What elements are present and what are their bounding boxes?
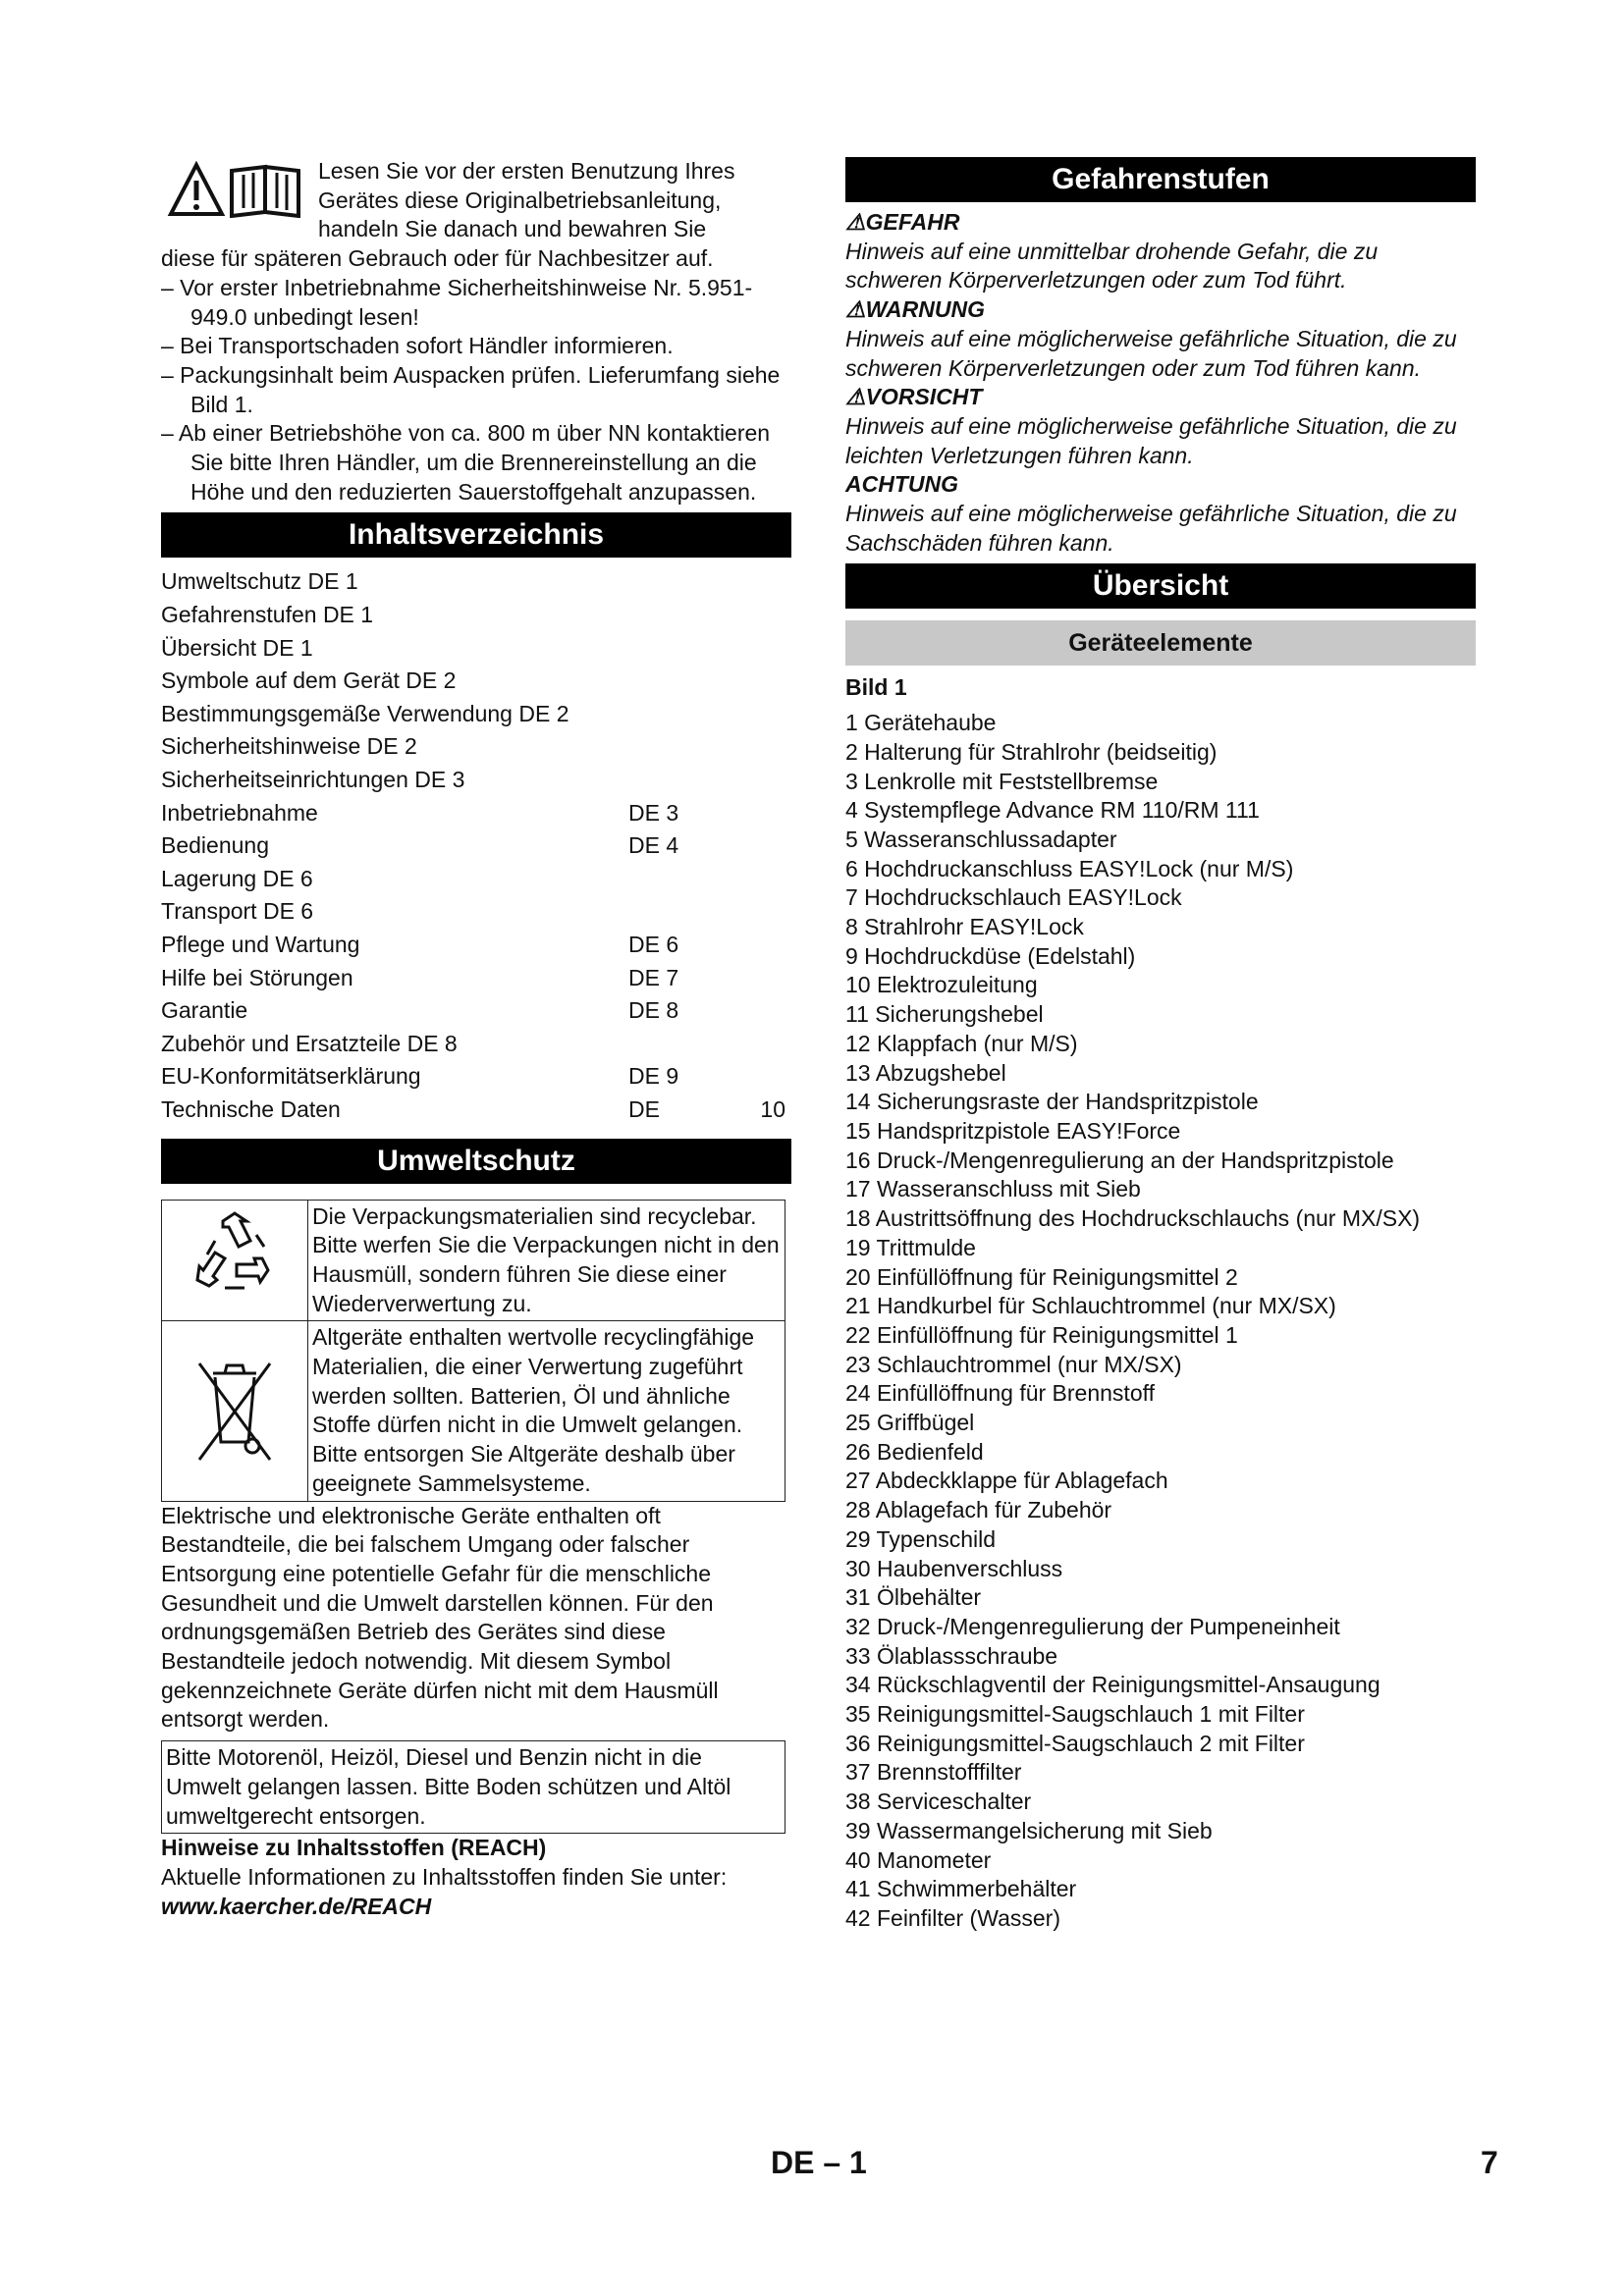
environment-heading: Umweltschutz [161, 1139, 791, 1184]
toc-entry-title: Umweltschutz DE 1 [161, 568, 358, 595]
toc-entry-title: Pflege und Wartung [161, 931, 360, 957]
table-of-contents [161, 565, 791, 1126]
intro [161, 157, 791, 507]
list-item: 37 Brennstofffilter [845, 1759, 1022, 1786]
toc-entry[interactable] [161, 863, 791, 896]
toc-entry-page: DE 4 [628, 832, 679, 859]
intro-line-1: Lesen Sie vor der ersten Benutzung Ihres [318, 158, 735, 184]
toc-entry-number [746, 1060, 791, 1094]
intro-bullet: – Bei Transportschaden sofort Händler informieren. [161, 333, 674, 359]
toc-entry[interactable] [161, 962, 791, 995]
list-item: 3 Lenkrolle mit Feststellbremse [845, 768, 1159, 794]
list-item: 26 Bedienfeld [845, 1438, 984, 1465]
toc-entry-number [746, 994, 791, 1028]
toc-entry-title: Sicherheitseinrichtungen DE 3 [161, 767, 465, 792]
toc-entry-number [746, 962, 791, 995]
hazard-text-caution: Hinweis auf eine möglicherweise gefährliche Situation, die zu leichten Verletzungen führen kann. [845, 412, 1457, 468]
toc-entry-page [628, 565, 746, 599]
hazard-text-notice: Hinweis auf eine möglicherweise gefährliche Situation, die zu Sachschäden führen kann. [845, 501, 1457, 556]
list-item: 42 Feinfilter (Wasser) [845, 1904, 1060, 1931]
environment-table [161, 1200, 785, 1502]
page-number: 7 [1481, 2145, 1498, 2180]
toc-entry-number [746, 797, 791, 830]
toc-entry-number [746, 698, 791, 731]
list-item: 29 Typenschild [845, 1525, 997, 1552]
list-item: 4 Systempflege Advance RM 110/RM 111 [845, 797, 1260, 824]
parts-list [845, 709, 1476, 1934]
toc-entry-page: DE 7 [628, 964, 679, 990]
toc-entry-title: Inbetriebnahme [161, 799, 318, 826]
list-item: 31 Ölbehälter [845, 1584, 982, 1611]
list-item: 30 Haubenverschluss [845, 1555, 1063, 1581]
warning-manual-icon [167, 161, 304, 218]
recycle-icon [186, 1207, 284, 1306]
intro-bullet: – Vor erster Inbetriebnahme Sicherheitshinweise Nr. 5.951-949.0 unbedingt lesen! [161, 274, 753, 330]
hazard-label-warning: ⚠WARNUNG [845, 296, 985, 323]
toc-entry-page: DE 3 [628, 799, 679, 826]
hazards-heading: Gefahrenstufen [845, 157, 1476, 202]
recycle-text: Die Verpackungsmaterialien sind recyclebar. Bitte werfen Sie die Verpackungen nicht in den Hausmüll, sondern führen Sie diese einer Wiederverwertung zu. [308, 1200, 785, 1321]
reach-text: Aktuelle Informationen zu Inhaltsstoffen finden Sie unter: [161, 1864, 728, 1890]
toc-entry-number [746, 599, 791, 632]
list-item: 14 Sicherungsraste der Handspritzpistole [845, 1089, 1259, 1115]
toc-entry-page [628, 863, 746, 896]
hazard-text-warning: Hinweis auf eine möglicherweise gefährliche Situation, die zu schweren Körperverletzungen oder zum Tod führen kann. [845, 325, 1457, 381]
toc-entry-title: EU-Konformitätserklärung [161, 1063, 421, 1090]
toc-entry-page: DE [628, 1095, 660, 1122]
list-item: 8 Strahlrohr EASY!Lock [845, 914, 1084, 940]
intro-bullet: – Ab einer Betriebshöhe von ca. 800 m über NN kontaktieren Sie bitte Ihren Händler, um die Brennereinstellung an die Höhe und den reduzierten Sauerstoffgehalt anzupassen. [161, 420, 771, 505]
intro-line-2: Gerätes diese Originalbetriebsanleitung, [318, 187, 722, 213]
toc-entry-number: 10 [760, 1095, 785, 1122]
toc-entry-title: Garantie [161, 997, 248, 1024]
left-column [161, 157, 791, 1921]
toc-entry[interactable] [161, 565, 791, 599]
list-item: 2 Halterung für Strahlrohr (beidseitig) [845, 738, 1218, 765]
hazard-levels [845, 208, 1476, 558]
list-item: 16 Druck-/Mengenregulierung an der Handspritzpistole [845, 1147, 1394, 1173]
device-elements-heading: Geräteelemente [845, 620, 1476, 666]
toc-entry[interactable] [161, 1094, 791, 1127]
toc-entry-page: DE 8 [628, 997, 679, 1024]
list-item: 39 Wassermangelsicherung mit Sieb [845, 1817, 1213, 1843]
list-item: 38 Serviceschalter [845, 1789, 1032, 1815]
toc-entry-page [628, 1028, 746, 1061]
reach-heading: Hinweise zu Inhaltsstoffen (REACH) [161, 1835, 547, 1861]
figure-label: Bild 1 [845, 674, 907, 701]
toc-entry-page [628, 730, 746, 764]
toc-entry-title: Symbole auf dem Gerät DE 2 [161, 667, 457, 694]
list-item: 27 Abdeckklappe für Ablagefach [845, 1468, 1168, 1494]
list-item: 28 Ablagefach für Zubehör [845, 1497, 1112, 1523]
list-item: 6 Hochdruckanschluss EASY!Lock (nur M/S) [845, 855, 1294, 881]
list-item: 25 Griffbügel [845, 1410, 975, 1436]
toc-entry-title: Zubehör und Ersatzteile DE 8 [161, 1030, 458, 1056]
list-item: 32 Druck-/Mengenregulierung der Pumpeneinheit [845, 1613, 1340, 1639]
list-item: 1 Gerätehaube [845, 710, 997, 736]
toc-entry[interactable] [161, 797, 791, 830]
list-item: 36 Reinigungsmittel-Saugschlauch 2 mit Filter [845, 1730, 1305, 1756]
intro-line-3: handeln Sie danach und bewahren Sie [318, 216, 707, 242]
list-item: 5 Wasseranschlussadapter [845, 826, 1117, 852]
weee-icon-cell [162, 1321, 308, 1501]
list-item: 23 Schlauchtrommel (nur MX/SX) [845, 1351, 1182, 1377]
toc-entry-title: Transport DE 6 [161, 898, 314, 925]
hazard-label-notice: ACHTUNG [845, 471, 958, 498]
toc-entry[interactable] [161, 895, 791, 929]
toc-entry-page [628, 665, 746, 698]
toc-entry[interactable] [161, 994, 791, 1028]
toc-entry-number [746, 863, 791, 896]
toc-entry-page [628, 895, 746, 929]
electronics-text: Elektrische und elektronische Geräte enthalten oft Bestandteile, die bei falschem Umgang oder falscher Entsorgung eine potentielle Gefahr für die menschliche Gesundheit und die Umwelt darstellen können. Für den ordnungsgemäßen Betrieb des Gerätes sind diese Bestandteile jedoch notwendig. Mit diesem Symbol gekennzeichnete Geräte dürfen nicht mit dem Hausmüll entsorgt werden. [161, 1502, 719, 1733]
list-item: 22 Einfüllöffnung für Reinigungsmittel 1 [845, 1321, 1238, 1348]
toc-entry-number [746, 1028, 791, 1061]
toc-entry-title: Gefahrenstufen DE 1 [161, 602, 374, 628]
toc-entry-page [628, 764, 746, 797]
overview-heading: Übersicht [845, 563, 1476, 609]
list-item: 20 Einfüllöffnung für Reinigungsmittel 2 [845, 1263, 1238, 1290]
list-item: 33 Ölablassschraube [845, 1642, 1058, 1669]
toc-entry-number [746, 895, 791, 929]
crossed-bin-icon [186, 1344, 284, 1471]
list-item: 9 Hochdruckdüse (Edelstahl) [845, 942, 1136, 969]
toc-entry[interactable] [161, 764, 791, 797]
toc-heading: Inhaltsverzeichnis [161, 512, 791, 558]
toc-entry[interactable] [161, 829, 791, 863]
toc-entry[interactable] [161, 632, 791, 666]
toc-entry-title: Hilfe bei Störungen [161, 964, 353, 990]
list-item: 40 Manometer [845, 1846, 992, 1873]
list-item: 21 Handkurbel für Schlauchtrommel (nur MX/SX) [845, 1293, 1336, 1319]
toc-entry-page [628, 698, 746, 731]
toc-entry-number [746, 730, 791, 764]
reach-link[interactable]: www.kaercher.de/REACH [161, 1893, 432, 1919]
list-item: 15 Handspritzpistole EASY!Force [845, 1117, 1181, 1144]
right-column [845, 157, 1476, 1934]
hazard-label-danger: ⚠GEFAHR [845, 209, 960, 235]
toc-entry-number [746, 632, 791, 666]
list-item: 18 Austrittsöffnung des Hochdruckschlauchs (nur MX/SX) [845, 1205, 1421, 1232]
toc-entry[interactable] [161, 665, 791, 698]
list-item: 24 Einfüllöffnung für Brennstoff [845, 1380, 1155, 1407]
list-item: 12 Klappfach (nur M/S) [845, 1030, 1078, 1056]
toc-entry-page: DE 6 [628, 931, 679, 957]
list-item: 41 Schwimmerbehälter [845, 1876, 1077, 1902]
toc-entry[interactable] [161, 1028, 791, 1061]
list-item: 19 Trittmulde [845, 1234, 976, 1260]
list-item: 10 Elektrozuleitung [845, 972, 1038, 998]
list-item: 35 Reinigungsmittel-Saugschlauch 1 mit Filter [845, 1701, 1305, 1728]
oil-notice-box: Bitte Motorenöl, Heizöl, Diesel und Benzin nicht in die Umwelt gelangen lassen. Bitte Boden schützen und Altöl umweltgerecht entsorgen. [161, 1740, 785, 1834]
disposal-text: Altgeräte enthalten wertvolle recyclingfähige Materialien, die einer Verwertung zugeführt werden sollten. Batterien, Öl und ähnliche Stoffe dürfen nicht in die Umwelt gelangen. Bitte entsorgen Sie Altgeräte deshalb über geeignete Sammelsysteme. [308, 1321, 785, 1501]
list-item: 17 Wasseranschluss mit Sieb [845, 1176, 1141, 1202]
list-item: 7 Hochdruckschlauch EASY!Lock [845, 884, 1182, 911]
list-item: 13 Abzugshebel [845, 1059, 1006, 1086]
hazard-label-caution: ⚠VORSICHT [845, 384, 983, 410]
toc-entry[interactable] [161, 1060, 791, 1094]
toc-entry-page: DE 9 [628, 1063, 679, 1090]
list-item: 11 Sicherungshebel [845, 1001, 1044, 1028]
toc-entry-title: Lagerung DE 6 [161, 865, 313, 891]
toc-entry-page [628, 632, 746, 666]
toc-entry[interactable] [161, 698, 791, 731]
toc-entry-number [746, 764, 791, 797]
toc-entry-number [746, 565, 791, 599]
hazard-text-danger: Hinweis auf eine unmittelbar drohende Gefahr, die zu schweren Körperverletzungen oder zum Tod führt. [845, 238, 1379, 294]
toc-entry-title: Übersicht DE 1 [161, 634, 313, 661]
intro-continuation: diese für späteren Gebrauch oder für Nachbesitzer auf. [161, 245, 714, 272]
toc-entry[interactable] [161, 929, 791, 962]
toc-entry-number [746, 929, 791, 962]
toc-entry-title: Bestimmungsgemäße Verwendung DE 2 [161, 700, 569, 726]
intro-bullet: – Packungsinhalt beim Auspacken prüfen. Lieferumfang siehe Bild 1. [161, 361, 781, 417]
list-item: 34 Rückschlagventil der Reinigungsmittel-Ansaugung [845, 1672, 1380, 1698]
toc-entry-number [746, 665, 791, 698]
toc-entry-title: Sicherheitshinweise DE 2 [161, 733, 417, 760]
toc-entry-number [746, 829, 791, 863]
toc-entry-page [628, 599, 746, 632]
toc-entry[interactable] [161, 599, 791, 632]
section-page-number: DE – 1 [771, 2145, 867, 2180]
toc-entry-title: Bedienung [161, 832, 269, 859]
toc-entry-title: Technische Daten [161, 1095, 341, 1122]
recycle-icon-cell [162, 1200, 308, 1321]
toc-entry[interactable] [161, 730, 791, 764]
